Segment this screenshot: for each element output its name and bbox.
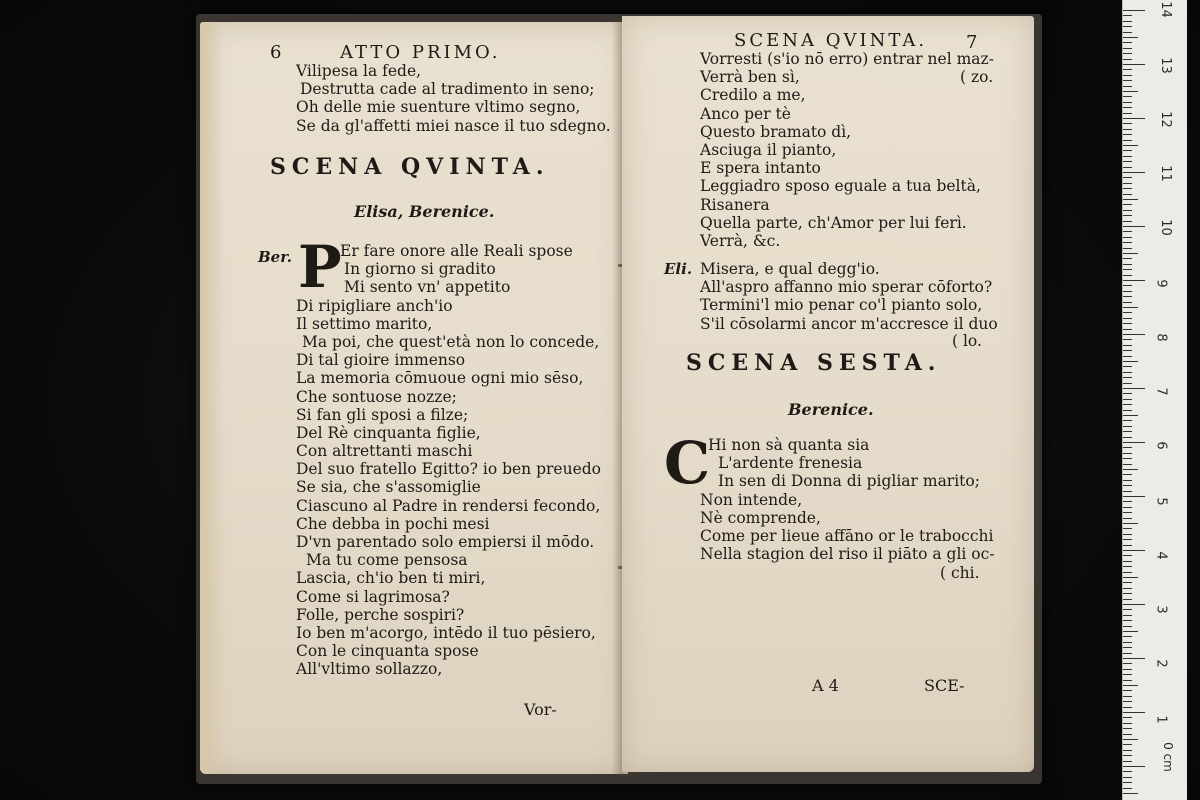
ruler-tick [1123,393,1132,394]
ruler-tick [1123,96,1132,97]
ruler-number: 8 [1153,333,1169,342]
ruler-tick [1123,377,1132,378]
ruler-tick [1123,458,1132,459]
ruler-tick [1123,237,1132,238]
verse-line: Nella stagion del riso il piāto a gli oc- [700,545,995,564]
ruler-tick [1123,150,1132,151]
ruler-tick [1123,744,1132,745]
verse-line: Io ben m'acorgo, intēdo il tuo pēsiero, [296,623,596,642]
ruler-tick [1123,37,1138,38]
ruler-tick [1123,712,1145,713]
ruler-tick [1123,728,1132,729]
left-page-number: 6 [270,42,282,63]
verse-line: Se sia, che s'assomiglie [296,478,481,497]
ruler-tick [1123,723,1132,724]
ruler-tick [1123,334,1145,335]
ruler-tick [1123,329,1132,330]
ruler-unit-label: 0 cm [1160,742,1175,772]
ruler-tick [1123,269,1132,270]
ruler-tick [1123,501,1132,502]
ruler-tick [1123,604,1145,605]
ruler-tick [1123,167,1132,168]
berenice-speech-continued [700,50,994,250]
ruler-tick [1123,707,1132,708]
ruler-tick [1123,226,1145,227]
ruler-tick [1123,577,1138,578]
verse-line: In sen di Donna di pigliar marito; [718,472,980,491]
verse-line: Ma tu come pensosa [306,551,468,570]
ruler-number: 13 [1157,57,1173,74]
ruler-tick [1123,210,1132,211]
verse-line: Mi sento vn' appetito [344,278,511,297]
verse-line: All'vltimo sollazzo, [296,660,443,679]
ruler-tick [1123,771,1132,772]
ruler-tick [1123,615,1132,616]
ruler-tick [1123,15,1132,16]
verse-line: L'ardente frenesia [718,454,863,473]
right-page [622,16,1034,772]
verse-line: Di tal gioire immenso [296,351,466,370]
ruler-number: 3 [1153,605,1169,614]
ruler-tick [1123,750,1132,751]
ruler-tick [1123,647,1132,648]
ruler-tick [1123,280,1145,281]
ruler-tick [1123,626,1132,627]
ruler-tick [1123,669,1132,670]
verse-line: Vilipesa la fede, [296,62,422,80]
verse-line: S'il cōsolarmi ancor m'accresce il duo [700,314,998,333]
ruler-tick [1123,410,1132,411]
ruler-tick [1123,32,1132,33]
scene-characters: Elisa, Berenice. [354,202,495,221]
ruler-tick [1123,188,1132,189]
ruler-tick [1123,399,1132,400]
ruler-tick [1123,123,1132,124]
drop-cap-c: C [664,429,711,497]
ruler-tick [1123,793,1138,794]
verse-line: Ciascuno al Padre in rendersi fecondo, [296,496,601,515]
measurement-ruler [1122,0,1187,800]
ruler-number: 14 [1157,1,1173,18]
ruler-tick [1123,296,1132,297]
verse-line: All'aspro affanno mio sperar cōforto? [700,278,993,297]
ruler-tick [1123,631,1138,632]
ruler-tick [1123,685,1138,686]
ruler-tick [1123,231,1132,232]
ruler-tick [1123,469,1138,470]
ruler-tick [1123,199,1138,200]
ruler-tick [1123,442,1145,443]
ruler-tick [1123,609,1132,610]
ruler-tick [1123,680,1132,681]
verse-line: Vorresti (s'io nō erro) entrar nel maz- [700,50,994,68]
ruler-tick [1123,507,1132,508]
ruler-tick [1123,523,1138,524]
ruler-tick [1123,674,1132,675]
ruler-tick [1123,253,1138,254]
verse-line: Con le cinquanta spose [296,642,479,661]
ruler-tick [1123,528,1132,529]
verse-line: Il settimo marito, [296,314,433,333]
ruler-tick [1123,356,1132,357]
verse-line: Di ripigliare anch'io [296,296,453,315]
ruler-tick [1123,339,1132,340]
ruler-tick [1123,242,1132,243]
berenice-monologue [700,436,995,563]
ruler-number: 6 [1153,441,1169,450]
ruler-tick [1123,215,1132,216]
left-running-head: ATTO PRIMO. [340,42,501,63]
scene-quinta-title: SCENA QVINTA. [270,154,550,180]
ruler-tick [1123,593,1132,594]
ruler-number: 5 [1153,497,1169,506]
verse-line: Anco per tè [700,104,791,123]
ruler-tick [1123,447,1132,448]
verse-line: Ma poi, che quest'età non lo concede, [302,332,600,351]
ruler-tick [1123,118,1145,119]
ruler-tick [1123,59,1132,60]
ruler-number: 9 [1153,279,1169,288]
ruler-tick [1123,663,1132,664]
speaker-label: Eli. [664,260,693,278]
verse-line: Che debba in pochi mesi [296,514,490,533]
ruler-tick [1123,69,1132,70]
ruler-tick [1123,734,1132,735]
ruler-tick [1123,437,1132,438]
drop-cap-p: P [298,233,342,301]
verse-line: Come per lieue affāno or le trabocchi [700,526,994,545]
ruler-tick [1123,307,1138,308]
verse-line: Risanera [700,195,770,214]
ruler-number: 2 [1153,659,1169,668]
verse-line: Con altrettanti maschi [296,442,473,461]
verse-line: Er fare onore alle Reali spose [340,242,573,260]
ruler-tick [1123,474,1132,475]
ruler-tick [1123,464,1132,465]
verse-line: Misera, e qual degg'io. [700,260,880,278]
right-running-head: SCENA QVINTA. [734,30,928,51]
turnover-zo: ( zo. [960,68,994,86]
ruler-tick [1123,404,1132,405]
verse-line: Destrutta cade al tradimento in seno; [300,80,595,99]
verse-line: Del Rè cinquanta figlie, [296,423,481,442]
ruler-tick [1123,366,1132,367]
ruler-tick [1123,86,1132,87]
ruler-tick [1123,636,1132,637]
ruler-tick [1123,485,1132,486]
ruler-tick [1123,642,1132,643]
ruler-tick [1123,264,1132,265]
ruler-tick [1123,761,1132,762]
ruler-number: 10 [1157,219,1173,236]
ruler-tick [1123,534,1132,535]
ruler-tick [1123,26,1132,27]
verse-line: Hi non sà quanta sia [708,436,870,454]
ruler-tick [1123,323,1132,324]
ruler-tick [1123,572,1132,573]
verse-line: Leggiadro sposo eguale a tua beltà, [700,177,981,196]
ruler-tick [1123,291,1132,292]
ruler-number: 11 [1157,165,1173,182]
ruler-tick [1123,145,1138,146]
verse-line: Che sontuose nozze; [296,387,457,406]
verse-line: Verrà ben sì, [700,68,800,87]
ruler-tick [1123,383,1132,384]
ruler-tick [1123,372,1132,373]
ruler-tick [1123,512,1132,513]
ruler-tick [1123,453,1132,454]
ruler-tick [1123,588,1132,589]
ruler-tick [1123,550,1145,551]
ruler-tick [1123,129,1132,130]
ruler-tick [1123,183,1132,184]
ruler-tick [1123,177,1132,178]
ruler-tick [1123,107,1132,108]
ruler-tick [1123,480,1132,481]
ruler-tick [1123,134,1132,135]
ruler-tick [1123,701,1132,702]
verse-line: Del suo fratello Egitto? io ben preuedo [296,460,601,479]
ruler-tick [1123,42,1132,43]
ruler-tick [1123,302,1132,303]
ruler-tick [1123,312,1132,313]
speaker-label: Ber. [258,248,292,266]
verse-line: Verrà, &c. [700,231,781,250]
ruler-tick [1123,539,1132,540]
turnover-chi: ( chi. [940,564,980,582]
left-catchword: Vor- [524,700,557,719]
ruler-tick [1123,10,1145,11]
ruler-tick [1123,318,1132,319]
ruler-tick [1123,64,1145,65]
ruler-tick [1123,561,1132,562]
ruler-tick [1123,599,1132,600]
ruler-tick [1123,545,1132,546]
verse-line: Lascia, ch'io ben ti miri, [296,569,486,588]
ruler-tick [1123,415,1138,416]
ruler-tick [1123,102,1132,103]
verse-line: Folle, perche sospiri? [296,605,465,624]
verse-line: Come si lagrimosa? [296,587,450,606]
elisa-speech [700,260,998,333]
verse-line: Termini'l mio penar co'l pianto solo, [700,296,983,315]
verse-line: D'vn parentado solo empiersi il mōdo. [296,533,595,551]
left-opening-verse [296,62,611,135]
ruler-tick [1123,53,1132,54]
ruler-tick [1123,275,1132,276]
verse-line: Questo bramato dì, [700,122,852,141]
ruler-tick [1123,161,1132,162]
ruler-tick [1123,620,1132,621]
right-page-number: 7 [966,32,978,53]
ruler-tick [1123,755,1132,756]
ruler-tick [1123,388,1145,389]
ruler-tick [1123,782,1132,783]
ruler-tick [1123,582,1132,583]
verse-line: Oh delle mie suenture vltimo segno, [296,98,581,117]
ruler-tick [1123,555,1132,556]
ruler-tick [1123,426,1132,427]
verse-line: Se da gl'affetti miei nasce il tuo sdegno. [296,116,611,135]
ruler-tick [1123,113,1132,114]
ruler-tick [1123,788,1132,789]
scene-sesta-title: SCENA SESTA. [686,350,942,376]
ruler-tick [1123,345,1132,346]
ruler-number: 7 [1153,387,1169,396]
ruler-tick [1123,21,1132,22]
ruler-tick [1123,194,1132,195]
ruler-tick [1123,156,1132,157]
ruler-tick [1123,658,1145,659]
scene-characters: Berenice. [788,400,874,419]
ruler-tick [1123,766,1145,767]
left-page [200,22,628,774]
ruler-tick [1123,653,1132,654]
verse-line: Nè comprende, [700,508,821,527]
ruler-tick [1123,80,1132,81]
ruler-tick [1123,361,1138,362]
ruler-tick [1123,420,1132,421]
verse-line: La memoria cōmuoue ogni mio sēso, [296,369,584,388]
ruler-tick [1123,204,1132,205]
verse-line: Non intende, [700,490,803,509]
ruler-tick [1123,431,1132,432]
verse-line: Credilo a me, [700,86,806,105]
verse-line: Asciuga il pianto, [700,140,837,159]
berenice-speech [296,242,601,679]
ruler-tick [1123,75,1132,76]
ruler-tick [1123,258,1132,259]
ruler-tick [1123,48,1132,49]
ruler-number: 1 [1153,715,1169,724]
ruler-tick [1123,518,1132,519]
right-catchword: SCE- [924,676,965,695]
ruler-number: 12 [1157,111,1173,128]
ruler-tick [1123,496,1145,497]
ruler-tick [1123,248,1132,249]
ruler-number: 4 [1153,551,1169,560]
ruler-tick [1123,285,1132,286]
ruler-tick [1123,739,1138,740]
ruler-tick [1123,566,1132,567]
turnover-lo: ( lo. [952,332,982,350]
ruler-tick [1123,172,1145,173]
verse-line: Si fan gli sposi a filze; [296,405,469,424]
ruler-tick [1123,777,1132,778]
verse-line: In giorno si gradito [344,260,496,279]
ruler-tick [1123,690,1132,691]
ruler-tick [1123,91,1138,92]
ruler-tick [1123,696,1132,697]
verse-line: Quella parte, ch'Amor per lui ferì. [700,213,967,232]
verse-line: E spera intanto [700,159,821,178]
ruler-tick [1123,491,1132,492]
ruler-tick [1123,717,1132,718]
signature-mark: A 4 [812,676,839,695]
ruler-tick [1123,350,1132,351]
ruler-tick [1123,140,1132,141]
ruler-tick [1123,221,1132,222]
